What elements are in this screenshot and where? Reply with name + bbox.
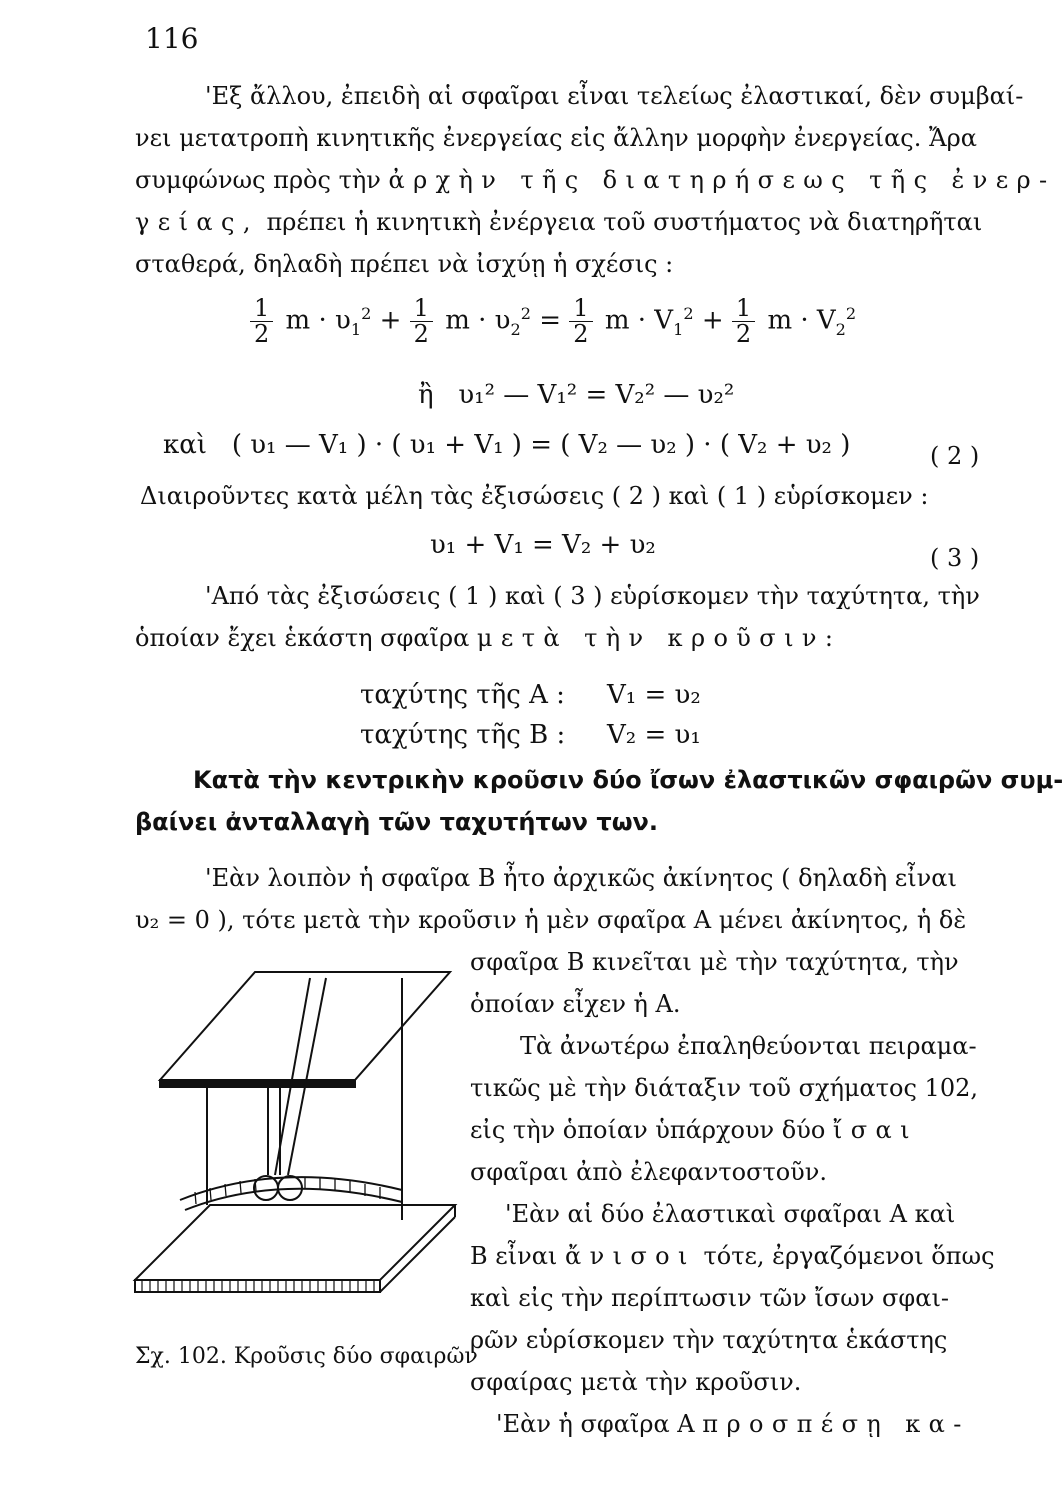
energy-word-spaced: γείας, [135,208,259,236]
conservation-principle-spaced: ἀρχὴν τῆς διατηρήσεως τῆς ἐνερ- [388,166,1056,194]
equation-2 [163,430,850,460]
collision-apparatus-figure [130,960,470,1330]
thread-c [275,978,310,1175]
after-collision-spaced: μετὰ τὴν κροῦσιν: [476,624,842,652]
right-line-7: 'Εὰν αἱ δύο ἐλαστικαὶ σφαῖραι Α καὶ [505,1200,956,1228]
unequal-word-spaced: ἄνισοι [564,1242,696,1270]
right-line-10: ρῶν εὑρίσκομεν τὴν ταχύτητα ἑκάστης [470,1326,948,1354]
right-line-5: εἰς τὴν ὁποίαν ὑπάρχουν δύο ἴσαι [470,1116,918,1144]
intro-line-3-text: συμφώνως πρὸς τὴν [135,166,381,194]
right-line-9: καὶ εἰς τὴν περίπτωσιν τῶν ἴσων σφαι- [470,1284,949,1312]
energy-equation: $\frac{1}{2}$ $m \cdot \upsilon_1^2$ + $\frac{1}{2}$ $m \cdot \upsilon_2^2$ = $\frac{1}{2}$ $m \cdot V_1^2$ + $\frac{1}{2}$ $m \cdot V_2^2$ [250,296,856,347]
thread-d [288,978,326,1175]
base-hatching [142,1280,374,1292]
equal-word-spaced: ἴσαι [832,1116,918,1144]
case-line-2: υ₂ = 0 ), τότε μετὰ τὴν κροῦσιν ἡ μὲν σφαῖρα Α μένει ἀκίνητος, ἡ δὲ [135,906,967,934]
speed-label-b: ταχύτης τῆς Β : [360,720,566,750]
intro-line-3 [135,168,1056,192]
bold-statement-line-1: Κατὰ τὴν κεντρικὴν κροῦσιν δύο ἴσων ἐλαστικῶν σφαιρῶν συμ- [193,766,1064,794]
figure-caption: Σχ. 102. Κροῦσις δύο σφαιρῶν [135,1344,478,1369]
from-line-1: 'Από τὰς ἐξισώσεις ( 1 ) καὶ ( 3 ) εὑρίσκομεν τὴν ταχύτητα, τὴν [205,582,980,610]
intro-line-4-text: πρέπει ἡ κινητικὴ ἐνέργεια τοῦ συστήματος νὰ διατηρῆται [266,208,983,236]
rearranged-expression: υ₁² — V₁² = V₂² — υ₂² [458,380,735,410]
top-board [160,972,450,1080]
right-line-4: τικῶς μὲ τὴν διάταξιν τοῦ σχήματος 102, [470,1074,978,1102]
or-word: ἢ [418,380,434,410]
intro-line-1: 'Εξ ἄλλου, ἐπειδὴ αἱ σφαῖραι εἶναι τελείως ἐλαστικαί, δὲν συμβαί- [205,82,1024,110]
speed-value-b: V₂ = υ₁ [607,720,701,750]
equation-2-label: ( 2 ) [930,442,980,470]
speed-label-a: ταχύτης τῆς Α : [360,680,565,710]
right-line-12: 'Εὰν ἡ σφαῖρα Α προσπέσῃ κα- [496,1410,970,1438]
right-line-8: Β εἶναι ἄνισοι τότε, ἐργαζόμενοι ὅπως [470,1242,995,1270]
equation-2-expression: ( υ₁ — V₁ ) · ( υ₁ + V₁ ) = ( V₂ — υ₂ ) · ( V₂ + υ₂ ) [231,430,851,460]
fraction-half: $\frac{1}{2}$ [250,296,273,347]
base-board-edge [135,1280,380,1292]
and-word: καὶ [163,430,208,460]
intro-line-5: σταθερά, δηλαδὴ πρέπει νὰ ἰσχύῃ ἡ σχέσις : [135,250,674,278]
right-line-11: σφαίρας μετὰ τὴν κροῦσιν. [470,1368,802,1396]
case-line-1: 'Εὰν λοιπὸν ἡ σφαῖρα Β ἦτο ἀρχικῶς ἀκίνητος ( δηλαδὴ εἶναι [205,864,957,892]
right-line-3: Τὰ ἀνωτέρω ἐπαληθεύονται πειραμα- [520,1032,977,1060]
rearranged-equation [418,380,734,410]
right-line-1: σφαῖρα Β κινεῖται μὲ τὴν ταχύτητα, τὴν [470,948,959,976]
equation-3: υ₁ + V₁ = V₂ + υ₂ [430,530,656,560]
from-line-2: ὁποίαν ἔχει ἑκάστη σφαῖρα μετὰ τὴν κροῦσιν: [135,624,842,652]
impinge-word-spaced: προσπέσῃ κα- [702,1410,970,1438]
fraction-half: $\frac{1}{2}$ [410,296,433,347]
intro-line-2: νει μετατροπὴ κινητικῆς ἐνεργείας εἰς ἄλλην μορφὴν ἐνεργείας. Ἄρα [135,124,977,152]
right-line-2: ὁποίαν εἶχεν ἡ Α. [470,990,681,1018]
fraction-half: $\frac{1}{2}$ [569,296,592,347]
bold-statement-line-2: βαίνει ἀνταλλαγὴ τῶν ταχυτήτων των. [135,808,659,836]
equation-3-label: ( 3 ) [930,544,980,572]
fraction-half: $\frac{1}{2}$ [732,296,755,347]
base-board [135,1205,455,1280]
speed-value-a: V₁ = υ₂ [607,680,701,710]
top-board-edge [160,1080,355,1087]
intro-line-4 [135,210,982,234]
page-number: 116 [145,22,199,55]
divide-text: Διαιροῦντες κατὰ μέλη τὰς ἐξισώσεις ( 2 ) καὶ ( 1 ) εὑρίσκομεν : [140,482,929,510]
right-line-6: σφαῖραι ἀπὸ ἐλεφαντοστοῦν. [470,1158,827,1186]
